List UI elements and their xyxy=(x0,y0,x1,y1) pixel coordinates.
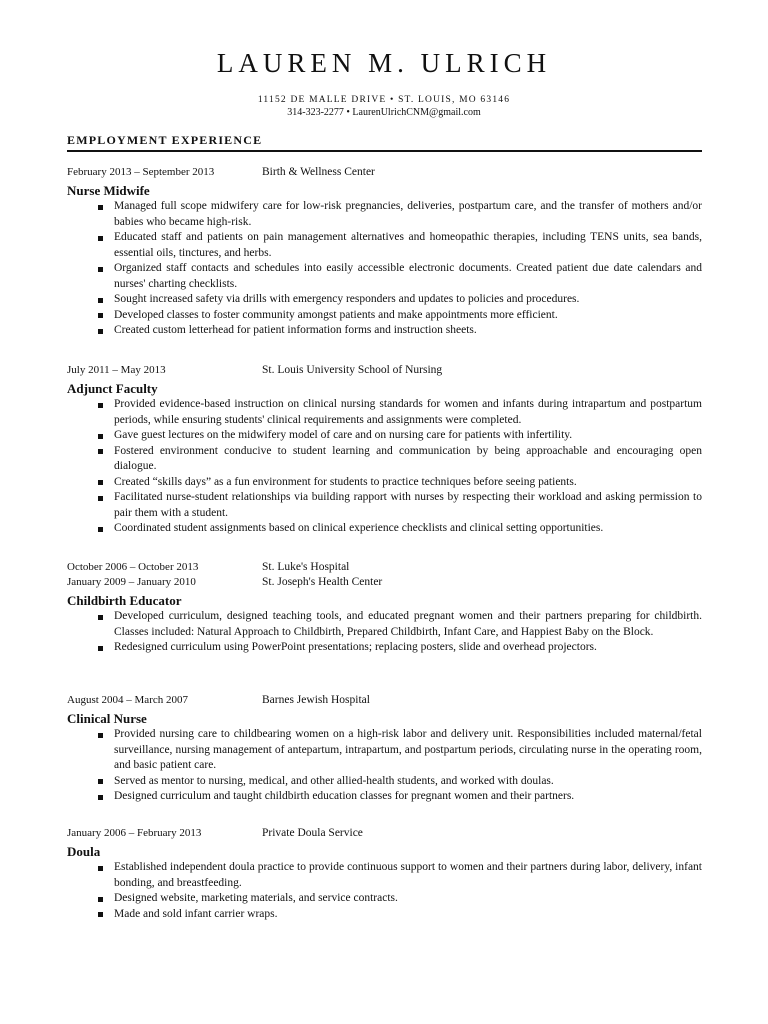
job-title: Clinical Nurse xyxy=(67,711,147,726)
contact-line: 314-323-2277 • LaurenUlrichCNM@gmail.com xyxy=(287,107,481,118)
bullet-item: Designed curriculum and taught childbirth education classes for pregnant women and their partners. xyxy=(67,789,702,805)
resume-name: LAUREN M. ULRICH xyxy=(216,48,552,78)
bullet-item: Developed classes to foster community amongst patients and make appointments more efficient. xyxy=(67,308,702,324)
bullet-item: Educated staff and patients on pain management alternatives and homeopathic therapies, including TENS units, sea bands, essential oils, tinctures, and herbs. xyxy=(67,230,702,261)
section-divider xyxy=(67,150,702,152)
bullet-item: Served as mentor to nursing, medical, and other allied-health students, and worked with doulas. xyxy=(67,774,702,790)
bullet-item: Provided nursing care to childbearing women on a high-risk labor and delivery unit. Responsibilities included maternal/fetal surveillance, nursing management of antepartum, intrapartum, and postpartum periods, circulating nurse in the operating room, and basic patient care. xyxy=(67,727,702,774)
job-bullets xyxy=(67,199,702,339)
job-dates: January 2009 – January 2010 xyxy=(67,576,196,588)
job-dates: July 2011 – May 2013 xyxy=(67,364,166,376)
job-organization: Barnes Jewish Hospital xyxy=(262,694,370,706)
job-organization: Birth & Wellness Center xyxy=(262,166,375,178)
square-bullet-icon xyxy=(98,795,103,800)
bullet-item: Sought increased safety via drills with emergency responders and updates to policies and procedures. xyxy=(67,292,702,308)
square-bullet-icon xyxy=(98,267,103,272)
bullet-item: Organized staff contacts and schedules into easily accessible electronic documents. Created patient due date calendars and nurses' charting checklists. xyxy=(67,261,702,292)
job-bullets xyxy=(67,397,702,537)
bullet-item: Provided evidence-based instruction on clinical nursing standards for women and infants during intrapartum and postpartum periods, while ensuring students' clinical requirements and assignments were completed. xyxy=(67,397,702,428)
job-date-line xyxy=(67,827,702,842)
square-bullet-icon xyxy=(98,403,103,408)
bullet-item: Created “skills days” as a fun environment for students to practice techniques before seeing patients. xyxy=(67,475,702,491)
square-bullet-icon xyxy=(98,897,103,902)
job-bullets xyxy=(67,609,702,656)
bullet-item: Established independent doula practice to provide continuous support to women and their partners during labor, delivery, infant bonding, and breastfeeding. xyxy=(67,860,702,891)
square-bullet-icon xyxy=(98,298,103,303)
job-date-line xyxy=(67,561,702,576)
bullet-item: Redesigned curriculum using PowerPoint presentations; replacing posters, slide and overhead projectors. xyxy=(67,640,702,656)
bullet-item: Made and sold infant carrier wraps. xyxy=(67,907,702,923)
job-entry xyxy=(67,166,702,339)
job-dates: February 2013 – September 2013 xyxy=(67,166,215,178)
square-bullet-icon xyxy=(98,866,103,871)
address-line: 11152 DE MALLE DRIVE • ST. LOUIS, MO 63146 xyxy=(257,95,511,105)
job-organization: St. Louis University School of Nursing xyxy=(262,364,443,376)
bullet-item: Facilitated nurse-student relationships via building rapport with nurses by respecting their workload and asking permission to pair them with a student. xyxy=(67,490,702,521)
square-bullet-icon xyxy=(98,733,103,738)
job-entry xyxy=(67,827,702,922)
section-title: EMPLOYMENT EXPERIENCE xyxy=(67,133,263,147)
square-bullet-icon xyxy=(98,313,103,318)
job-bullets xyxy=(67,727,702,805)
square-bullet-icon xyxy=(98,779,103,784)
square-bullet-icon xyxy=(98,527,103,532)
job-title: Adjunct Faculty xyxy=(67,381,158,396)
job-entry xyxy=(67,694,702,805)
job-date-line xyxy=(67,576,702,591)
square-bullet-icon xyxy=(98,329,103,334)
job-organization: Private Doula Service xyxy=(262,827,363,839)
bullet-item: Developed curriculum, designed teaching tools, and educated pregnant women and their partners preparing for childbirth. Classes included: Natural Approach to Childbirth, Prepared Childbirth, Infant Care, and Happiest Baby on the Block. xyxy=(67,609,702,640)
square-bullet-icon xyxy=(98,480,103,485)
job-date-line xyxy=(67,166,702,181)
bullet-item: Fostered environment conducive to student learning and communication by being approachable and encouraging open dialogue. xyxy=(67,444,702,475)
job-organization: St. Joseph's Health Center xyxy=(262,576,383,588)
square-bullet-icon xyxy=(98,912,103,917)
square-bullet-icon xyxy=(98,646,103,651)
job-entry xyxy=(67,364,702,537)
bullet-item: Gave guest lectures on the midwifery model of care and on nursing care for patients with infertility. xyxy=(67,428,702,444)
job-bullets xyxy=(67,860,702,922)
bullet-item: Managed full scope midwifery care for low-risk pregnancies, deliveries, postpartum care, and the transfer of mothers and/or babies who became high-risk. xyxy=(67,199,702,230)
bullet-item: Designed website, marketing materials, and service contracts. xyxy=(67,891,702,907)
bullet-item: Created custom letterhead for patient information forms and instruction sheets. xyxy=(67,323,702,339)
job-dates: October 2006 – October 2013 xyxy=(67,561,199,573)
square-bullet-icon xyxy=(98,205,103,210)
square-bullet-icon xyxy=(98,615,103,620)
job-title: Doula xyxy=(67,844,101,859)
job-date-line xyxy=(67,364,702,379)
job-date-line xyxy=(67,694,702,709)
job-organization: St. Luke's Hospital xyxy=(262,561,350,573)
bullet-item: Coordinated student assignments based on clinical experience checklists and clinical setting opportunities. xyxy=(67,521,702,537)
job-title: Childbirth Educator xyxy=(67,593,182,608)
square-bullet-icon xyxy=(98,496,103,501)
square-bullet-icon xyxy=(98,236,103,241)
job-dates: January 2006 – February 2013 xyxy=(67,827,202,839)
square-bullet-icon xyxy=(98,434,103,439)
job-entry xyxy=(67,561,702,656)
square-bullet-icon xyxy=(98,449,103,454)
job-dates: August 2004 – March 2007 xyxy=(67,694,188,706)
job-title: Nurse Midwife xyxy=(67,183,150,198)
